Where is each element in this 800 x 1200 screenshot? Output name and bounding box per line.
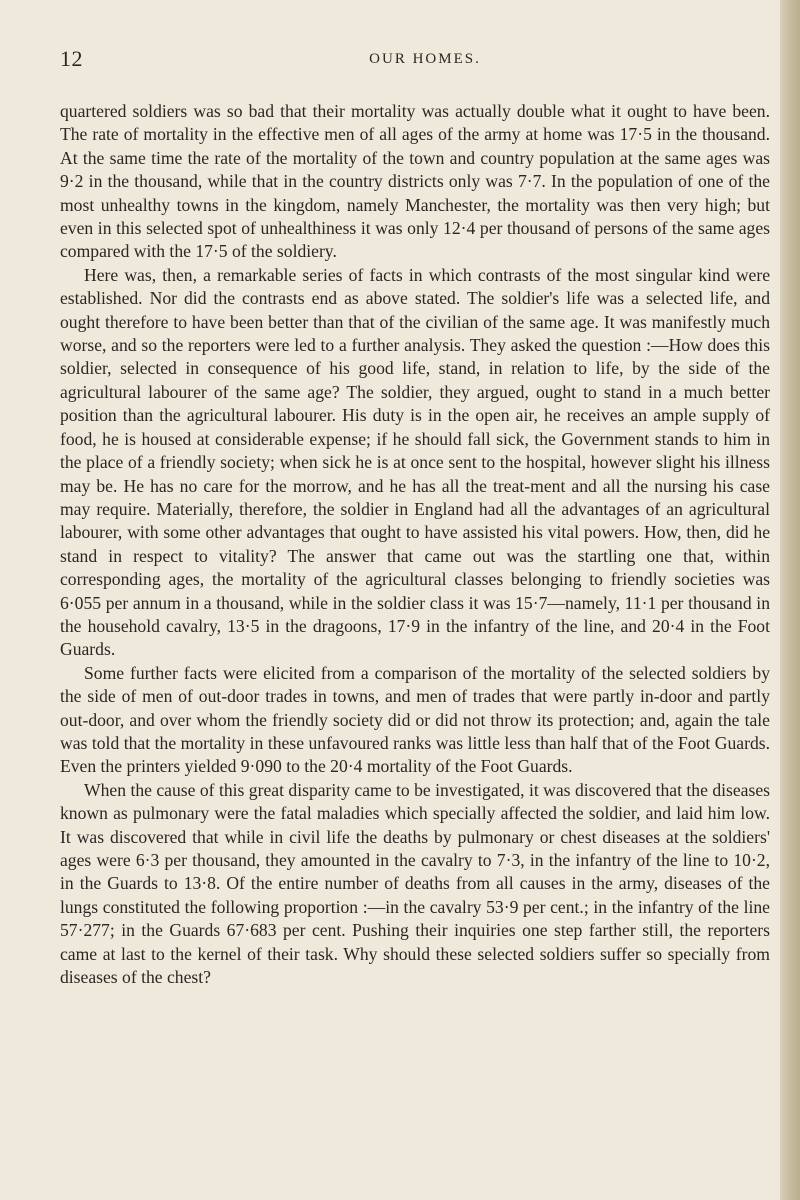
running-title: OUR HOMES. [369, 51, 481, 67]
running-head [60, 46, 750, 76]
paragraph: quartered soldiers was so bad that their mortality was actually double what it ought to have been. The rate of mortality in the effective men of all ages of the army at home was 17·5 in the thousand. At the same time the rate of the mortality of the town and country population at the same ages was 9·2 in the thousand, while that in the country districts only was 7·7. In the population of one of the most unhealthy towns in the kingdom, namely Manchester, the mortality was then very high; but even in this selected spot of unhealthiness it was only 12·4 per thousand of persons of the same ages compared with the 17·5 of the soldiery. [60, 101, 770, 262]
paragraph: When the cause of this great disparity came to be investigated, it was discovered that the diseases known as pulmonary were the fatal maladies which specially affected the soldier, and laid him low. It was discovered that while in civil life the deaths by pulmonary or chest diseases at the soldiers' ages were 6·3 per thousand, they amounted in the cavalry to 7·3, in the infantry of the line to 10·2, in the Guards to 13·8. Of the entire number of deaths from all causes in the army, diseases of the lungs constituted the following proportion :—in the cavalry 53·9 per cent.; in the infantry of the line 57·277; in the Guards 67·683 per cent. Pushing their inquiries one step farther still, the reporters came at last to the kernel of their task. Why should these selected soldiers suffer so specially from diseases of the chest? [60, 779, 770, 988]
page-edge [780, 0, 800, 1200]
page-number: 12 [60, 46, 83, 71]
body-text [60, 100, 770, 989]
paragraph: Some further facts were elicited from a comparison of the mortality of the selected soldiers by the side of men of out-door trades in towns, and men of trades that were partly in-door and partly out-door, and over whom the friendly society did or did not throw its protection; and, again the tale was told that the mortality in these unfavoured ranks was little less than half that of the Foot Guards. Even the printers yielded 9·090 to the 20·4 mortality of the Foot Guards. [60, 662, 770, 777]
paragraph: Here was, then, a remarkable series of facts in which contrasts of the most singular kind were established. Nor did the contrasts end as above stated. The soldier's life was a selected life, and ought therefore to have been better than that of the civilian of the same age. It was manifestly much worse, and so the reporters were led to a further analysis. They asked the question :—How does this soldier, selected in consequence of his good life, stand, in relation to life, by the side of the agricultural labourer of the same age? The soldier, they argued, ought to stand in a much better position than the agricultural labourer. His duty is in the open air, he receives an ample supply of food, he is housed at considerable expense; if he should fall sick, the Government stands to him in the place of a friendly society; when sick he is at once sent to the hospital, however slight his illness may be. He has no care for the morrow, and he has all the treat-ment and all the nursing his case may require. Materially, therefore, the soldier in England had all the advantages of an agricultural labourer, with some other advantages that ought to have assisted his vital powers. How, then, did he stand in respect to vitality? The answer that came out was the startling one that, within corresponding ages, the mortality of the agricultural classes belonging to friendly societies was 6·055 per annum in a thousand, while in the soldier class it was 15·7—namely, 11·1 per thousand in the household cavalry, 13·5 in the dragoons, 17·9 in the infantry of the line, and 20·4 in the Foot Guards. [60, 264, 770, 660]
